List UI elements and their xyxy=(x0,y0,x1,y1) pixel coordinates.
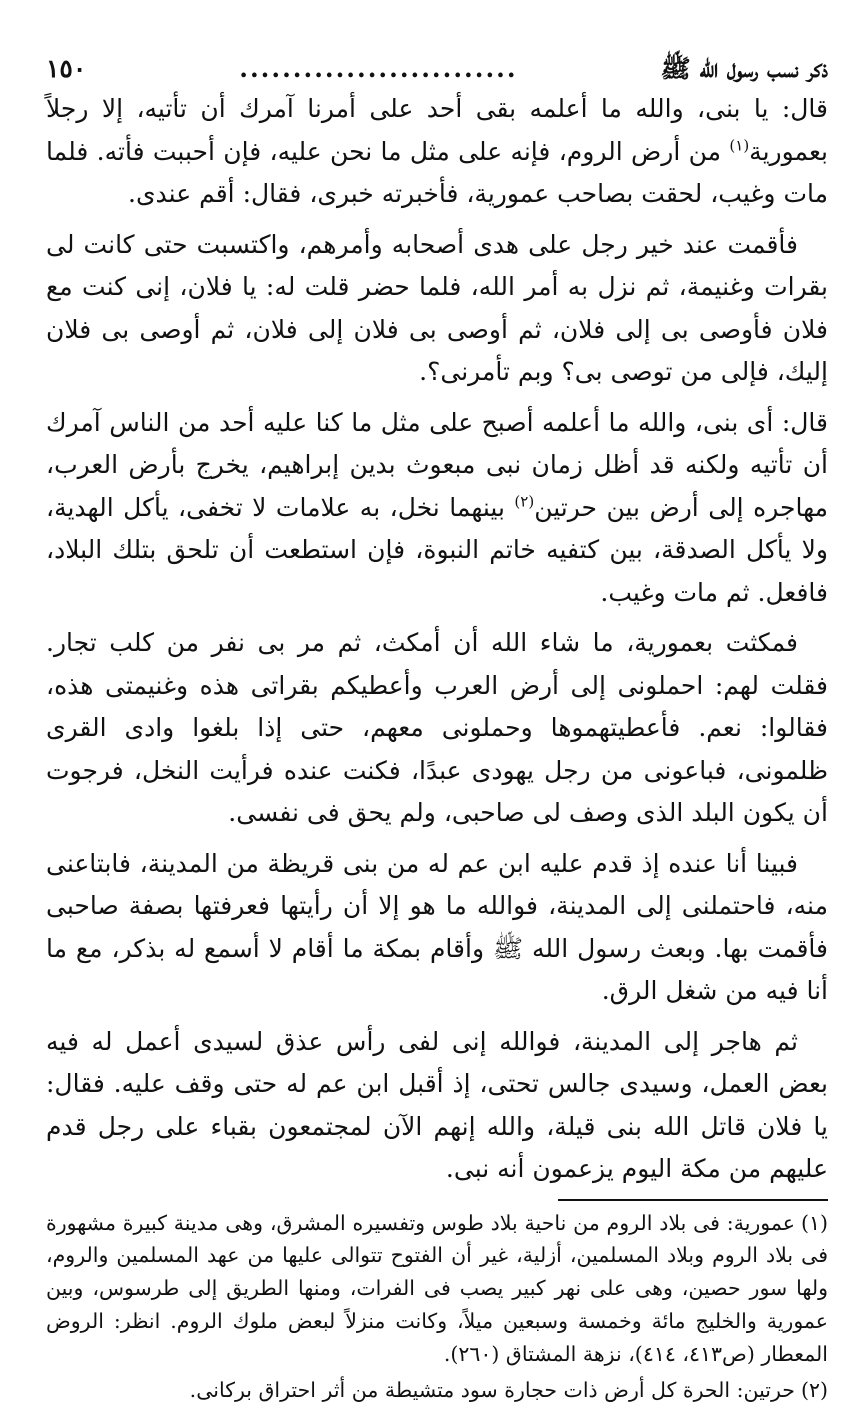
paragraph-text: فمكثت بعمورية، ما شاء الله أن أمكث، ثم مر بى نفر من كلب تجار. فقلت لهم: احملونى إلى أرض العرب وأعطيكم بقراتى هذه وغنيمتى هذه، فقالوا: نعم. فأعطيتهموها وحملونى معهم، حتى إذا بلغوا وادى القرى ظلمونى، فباعونى من رجل يهودى عبدًا، فكنت عنده فرأيت النخل، فرجوت أن يكون البلد الذى وصف لى صاحبى، ولم يحق فى نفسى. xyxy=(46,628,828,827)
book-page xyxy=(46,52,828,1411)
running-header xyxy=(46,52,828,88)
paragraph xyxy=(46,622,828,835)
footnote-text: عمورية: فى بلاد الروم من ناحية بلاد طوس وتفسيره المشرق، وهى مدينة كبيرة مشهورة فى بلاد الروم وبلاد المسلمين، أزلية، غير أن الفتوح تتوالى عليها من عهد المسلمين والروم، ولها سور حصين، وهى على نهر كبير يصب فى الفرات، ومنها الطريق إلى طرسوس، وبين عمورية والخليج مائة وخمسة وسبعين ميلاً، وكانت منزلاً لبعض ملوك الروم. انظر: الروض المعطار (ص٤١٣، ٤١٤)، نزهة المشتاق (٢٦٠). xyxy=(46,1210,828,1366)
paragraph xyxy=(46,224,828,394)
footnote xyxy=(46,1374,828,1407)
footnote-ref: (١) xyxy=(729,136,750,155)
paragraph-text: بينهما نخل، به علامات لا تخفى، يأكل الهدية، ولا يأكل الصدقة، بين كتفيه خاتم النبوة، فإن استطعت أن تلحق بتلك البلاد، فافعل. ثم مات وغيب. xyxy=(46,492,828,607)
paragraph xyxy=(46,88,828,216)
paragraph-text: ثم هاجر إلى المدينة، فوالله إنى لفى رأس عذق لسيدى أعمل له فيه بعض العمل، وسيدى جالس تحتى، إذ أقبل ابن عم له حتى وقف عليه. فقال: يا فلان قاتل الله بنى قيلة، والله إنهم الآن لمجتمعون بقباء على رجل قدم عليهم من مكة اليوم يزعمون أنه نبى. xyxy=(46,1026,828,1183)
paragraph-text: من أرض الروم، فإنه على مثل ما نحن عليه، فإن أحببت فأته. فلما مات وغيب، لحقت بصاحب عمورية، فأخبرته خبرى، فقال: أقم عندى. xyxy=(46,136,828,208)
chapter-title: ذكر نسب رسول الله ﷺ xyxy=(660,54,828,83)
footnote-number: (١) xyxy=(800,1210,828,1235)
paragraph-text: فبينا أنا عنده إذ قدم عليه ابن عم له من بنى قريظة من المدينة، فابتاعنى منه، فاحتملنى إلى المدينة، فوالله ما هو إلا أن رأيتها فعرفتها بصفة صاحبى فأقمت بها. وبعث رسول الله ﷺ وأقام بمكة ما أقام لا أسمع له بذكر، مع ما أنا فيه من شغل الرق. xyxy=(46,848,828,1005)
footnote-divider xyxy=(558,1199,828,1201)
footnotes xyxy=(46,1207,828,1408)
header-leader-dots: .......................... xyxy=(239,54,518,83)
paragraph-text: قال: أى بنى، والله ما أعلمه أصبح على مثل ما كنا عليه أحد من الناس آمرك أن تأتيه ولكنه قد أظل زمان نبى مبعوث بدين إبراهيم، يخرج بأرض العرب، مهاجره إلى أرض بين حرتين xyxy=(46,407,829,522)
footnote xyxy=(46,1207,828,1371)
paragraph-text: قال: يا بنى، والله ما أعلمه بقى أحد على أمرنا آمرك أن تأتيه، إلا رجلاً بعمورية xyxy=(46,94,828,166)
footnote-text: حرتين: الحرة كل أرض ذات حجارة سود متشيطة من أثر احتراق بركانى. xyxy=(189,1378,795,1403)
paragraph xyxy=(46,1021,828,1191)
page-number: ١٥٠ xyxy=(46,54,87,83)
paragraph-text: فأقمت عند خير رجل على هدى أصحابه وأمرهم، واكتسبت حتى كانت لى بقرات وغنيمة، ثم نزل به أمر الله، فلما حضر قلت له: يا فلان، إنى كنت مع فلان فأوصى بى إلى فلان، ثم أوصى بى فلان إلى فلان، ثم أوصى بى فلان إليك، فإلى من توصى بى؟ وبم تأمرنى؟. xyxy=(46,229,829,386)
paragraph xyxy=(46,843,828,1013)
main-text xyxy=(46,88,828,1191)
paragraph xyxy=(46,402,828,615)
footnote-number: (٢) xyxy=(800,1378,828,1403)
footnote-ref: (٢) xyxy=(514,492,535,511)
